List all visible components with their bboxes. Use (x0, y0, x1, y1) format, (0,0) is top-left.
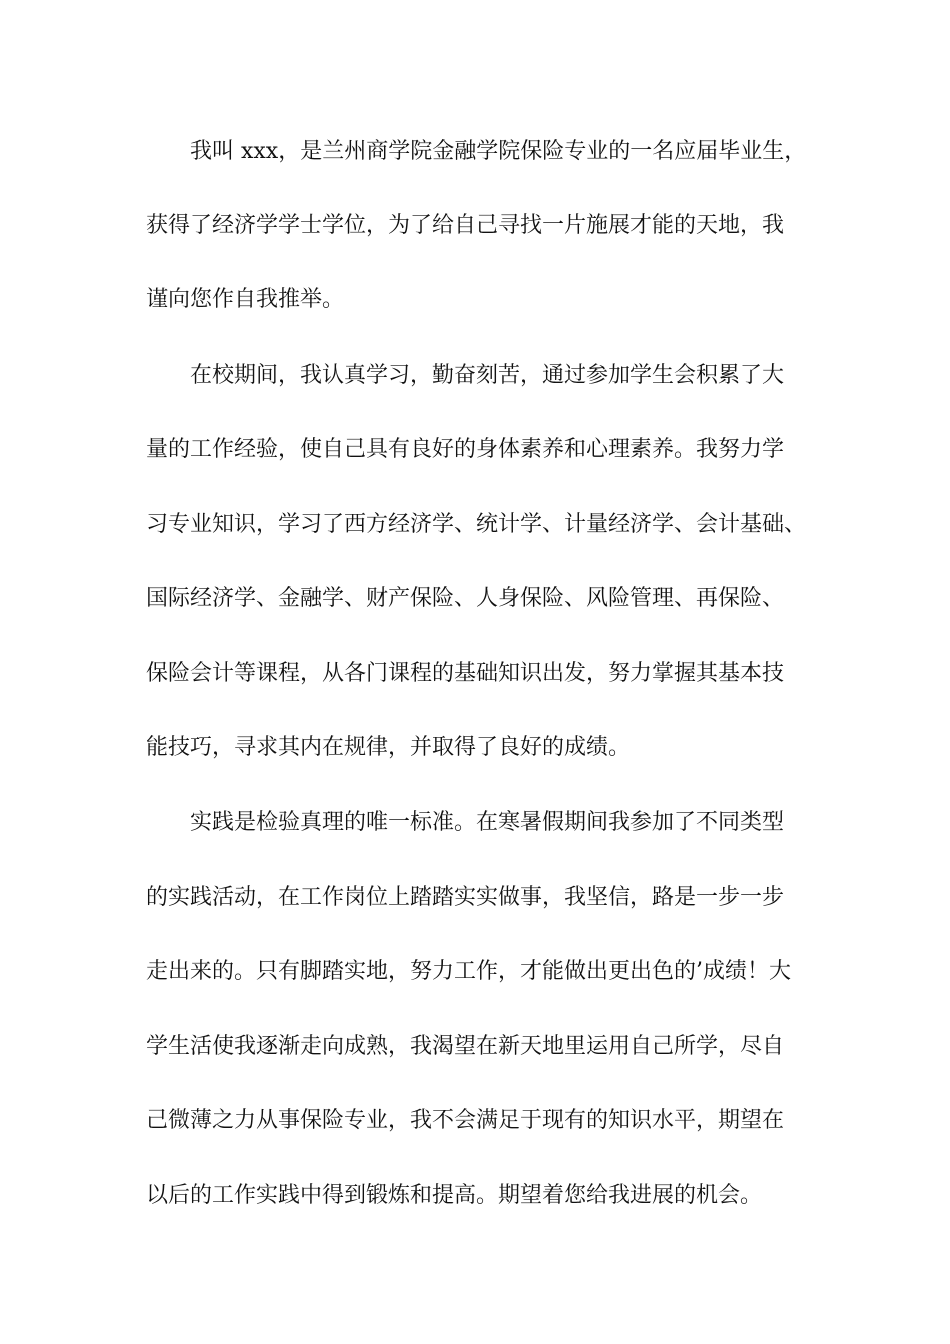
text-line: 己微薄之力从事保险专业，我不会满足于现有的知识水平，期望在 (146, 1108, 785, 1133)
text-line: 获得了经济学学士学位，为了给自己寻找一片施展才能的天地，我 (146, 213, 785, 238)
text-line: 学生活使我逐渐走向成熟，我渴望在新天地里运用自己所学，尽自 (146, 1034, 785, 1059)
text-line: 在校期间，我认真学习，勤奋刻苦，通过参加学生会积累了大 (190, 363, 785, 388)
text-line: 以后的工作实践中得到锻炼和提高。期望着您给我进展的机会。 (146, 1183, 763, 1208)
text-line: 国际经济学、金融学、财产保险、人身保险、风险管理、再保险、 (146, 586, 785, 611)
text-line: 能技巧，寻求其内在规律，并取得了良好的成绩。 (146, 735, 631, 760)
text-line: 保险会计等课程，从各门课程的基础知识出发，努力掌握其基本技 (146, 661, 785, 686)
text-line: 谨向您作自我推举。 (146, 287, 345, 312)
text-line: 我叫 xxx，是兰州商学院金融学院保险专业的一名应届毕业生， (190, 139, 807, 164)
text-line: 走出来的。只有脚踏实地，努力工作，才能做出更出色的’成绩！大 (146, 959, 791, 984)
text-line: 量的工作经验，使自己具有良好的身体素养和心理素养。我努力学 (146, 437, 785, 462)
text-line: 实践是检验真理的唯一标准。在寒暑假期间我参加了不同类型 (190, 810, 785, 835)
text-line: 习专业知识，学习了西方经济学、统计学、计量经济学、会计基础、 (146, 512, 807, 537)
text-line: 的实践活动，在工作岗位上踏踏实实做事，我坚信，路是一步一步 (146, 885, 785, 910)
